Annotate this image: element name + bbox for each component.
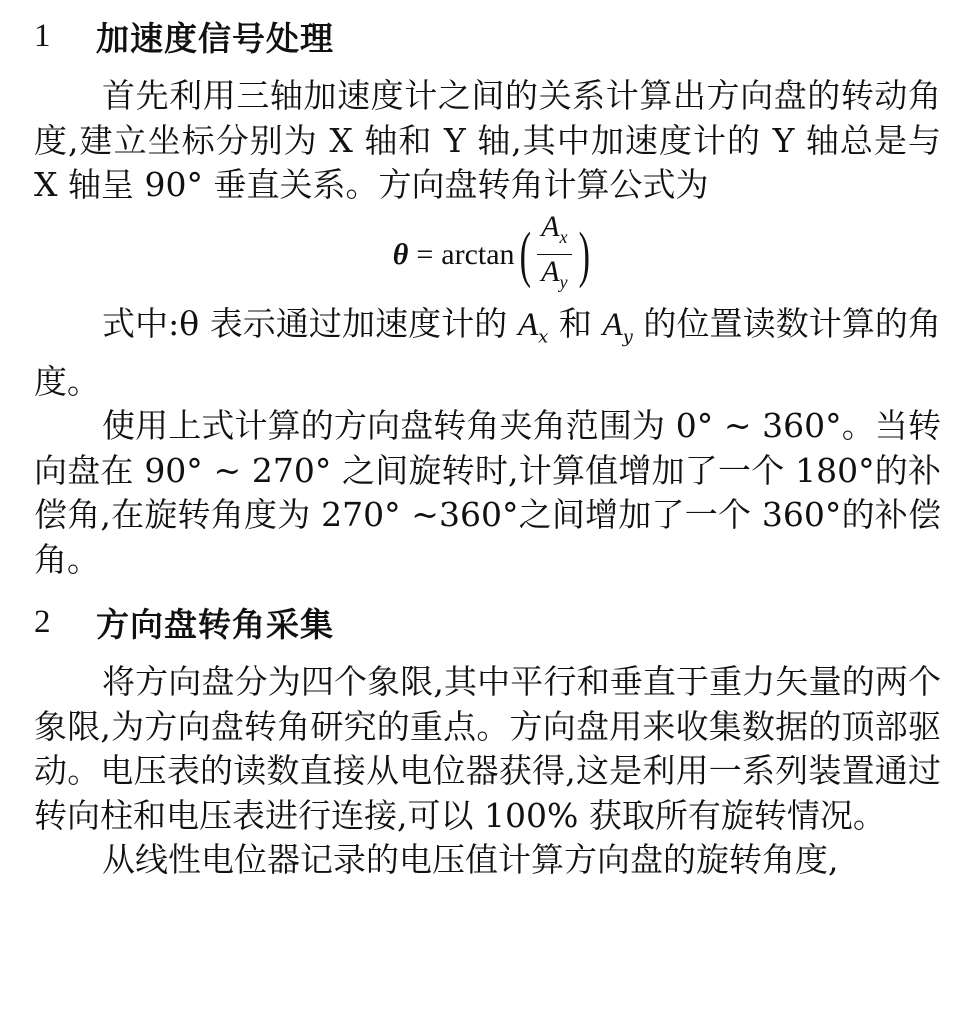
right-paren: ) [578,220,590,289]
left-paren: ( [519,220,531,289]
numerator-subscript: x [559,227,568,247]
text-span: 和 [548,303,603,343]
text-span: 式中:θ 表示通过加速度计的 [102,303,518,343]
numerator: A [541,210,560,243]
formula-theta: θ [392,237,409,271]
section-title: 方向盘转角采集 [96,604,334,644]
formula-equals: = [416,237,434,271]
section-heading [34,10,941,62]
var-ax: A [517,306,539,343]
denominator-subscript: y [559,272,568,292]
paragraph: 将方向盘分为四个象限,其中平行和垂直于重力矢量的两个象限,为方向盘转角研究的重点。方向盘用来收集数据的顶部驱动。电压表的读数直接从电位器获得,这是利用一系列装置通过转向柱和电压表进行连接,可以 100% 获取所有旋转情况。 [34,662,941,835]
section-number: 1 [34,17,51,54]
var-ax-sub: x [538,326,549,348]
section-heading [34,596,941,648]
paragraph [34,302,941,405]
formula-function: arctan [441,237,515,271]
var-ay-sub: y [622,326,633,348]
text-span: 的位置读数计算的角度。 [34,303,942,401]
section-title: 加速度信号处理 [96,18,334,58]
paragraph: 首先利用三轴加速度计之间的关系计算出方向盘的转动角度,建立坐标分别为 X 轴和 Y 轴,其中加速度计的 Y 轴总是与 X 轴呈 90° 垂直关系。方向盘转角计算公式为 [34,76,941,204]
paragraph: 使用上式计算的方向盘转角夹角范围为 0° ~ 360°。当转向盘在 90° ~ 270° 之间旋转时,计算值增加了一个 180°的补偿角,在旋转角度为 270° ~360°之间增加了一个 360°的补偿角。 [34,406,941,579]
formula-fraction [537,210,571,299]
paragraph: 从线性电位器记录的电压值计算方向盘的旋转角度, [102,840,839,880]
denominator: A [541,255,560,288]
section-number: 2 [34,603,51,640]
var-ay: A [602,306,623,343]
formula [46,208,941,302]
